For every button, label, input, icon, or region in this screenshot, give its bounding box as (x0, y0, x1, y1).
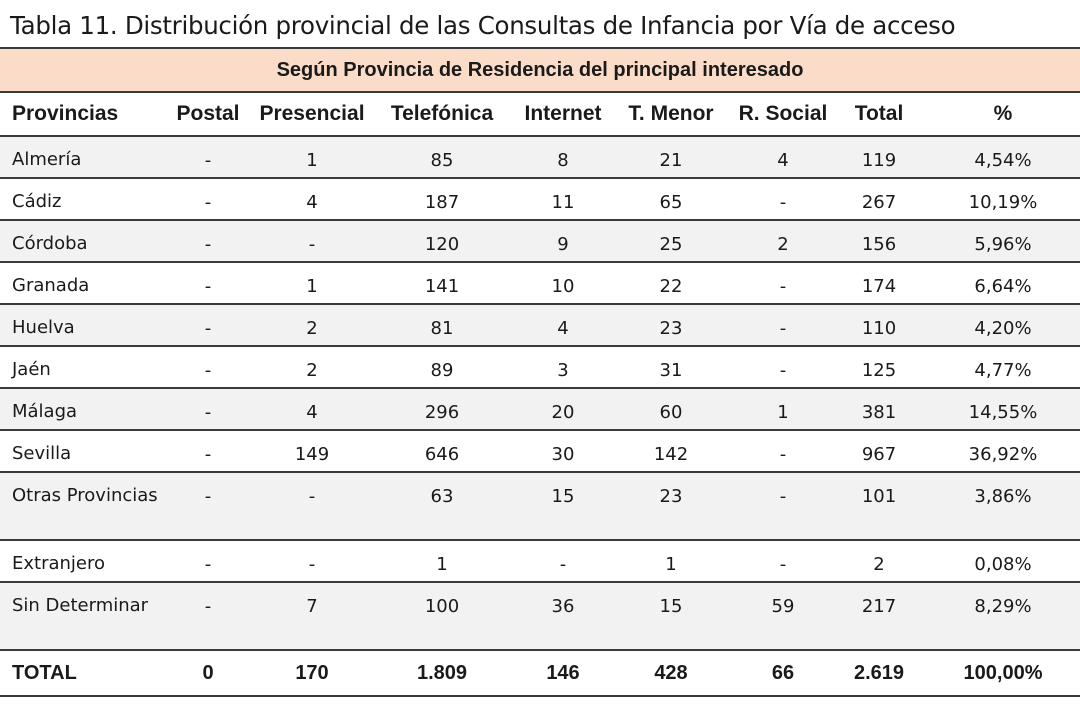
telefonica-cell: 85 (366, 136, 518, 178)
table-row (0, 304, 1080, 346)
total-cell: 217 (832, 582, 926, 650)
percent-cell: 6,64% (926, 262, 1080, 304)
col-header-presencial: Presencial (258, 93, 366, 136)
total-r-social: 66 (734, 650, 832, 696)
presencial-cell: - (258, 220, 366, 262)
r-social-cell: - (734, 430, 832, 472)
col-header-total: Total (832, 93, 926, 136)
total-label: TOTAL (0, 650, 158, 696)
col-header-t-menor: T. Menor (608, 93, 734, 136)
presencial-cell: 1 (258, 262, 366, 304)
t-menor-cell: 60 (608, 388, 734, 430)
presencial-cell: - (258, 472, 366, 540)
col-header-internet: Internet (518, 93, 608, 136)
total-cell: 381 (832, 388, 926, 430)
r-social-cell: - (734, 178, 832, 220)
province-cell: Sevilla (0, 430, 158, 472)
telefonica-cell: 81 (366, 304, 518, 346)
total-cell: 267 (832, 178, 926, 220)
total-cell: 119 (832, 136, 926, 178)
percent-cell: 36,92% (926, 430, 1080, 472)
t-menor-cell: 1 (608, 540, 734, 582)
col-header-provincias: Provincias (0, 93, 158, 136)
total-presencial: 170 (258, 650, 366, 696)
percent-cell: 5,96% (926, 220, 1080, 262)
province-cell: Málaga (0, 388, 158, 430)
province-cell: Extranjero (0, 540, 158, 582)
internet-cell: 9 (518, 220, 608, 262)
percent-cell: 14,55% (926, 388, 1080, 430)
presencial-cell: 2 (258, 346, 366, 388)
percent-cell: 8,29% (926, 582, 1080, 650)
province-cell: Huelva (0, 304, 158, 346)
telefonica-cell: 120 (366, 220, 518, 262)
internet-cell: 11 (518, 178, 608, 220)
percent-cell: 10,19% (926, 178, 1080, 220)
presencial-cell: 149 (258, 430, 366, 472)
table-row (0, 540, 1080, 582)
percent-cell: 4,54% (926, 136, 1080, 178)
total-cell: 156 (832, 220, 926, 262)
table-row (0, 262, 1080, 304)
t-menor-cell: 25 (608, 220, 734, 262)
telefonica-cell: 187 (366, 178, 518, 220)
col-header-postal: Postal (158, 93, 258, 136)
t-menor-cell: 142 (608, 430, 734, 472)
telefonica-cell: 141 (366, 262, 518, 304)
r-social-cell: - (734, 472, 832, 540)
table-row (0, 178, 1080, 220)
postal-cell: - (158, 220, 258, 262)
postal-cell: - (158, 472, 258, 540)
table-row (0, 582, 1080, 650)
telefonica-cell: 296 (366, 388, 518, 430)
r-social-cell: 1 (734, 388, 832, 430)
col-header-telefonica: Telefónica (366, 93, 518, 136)
telefonica-cell: 89 (366, 346, 518, 388)
telefonica-cell: 63 (366, 472, 518, 540)
telefonica-cell: 1 (366, 540, 518, 582)
r-social-cell: 2 (734, 220, 832, 262)
total-total: 2.619 (832, 650, 926, 696)
r-social-cell: - (734, 262, 832, 304)
distribution-table (0, 93, 1080, 697)
presencial-cell: - (258, 540, 366, 582)
province-cell: Granada (0, 262, 158, 304)
postal-cell: - (158, 304, 258, 346)
total-percent: 100,00% (926, 650, 1080, 696)
percent-cell: 0,08% (926, 540, 1080, 582)
r-social-cell: - (734, 346, 832, 388)
total-postal: 0 (158, 650, 258, 696)
t-menor-cell: 21 (608, 136, 734, 178)
total-cell: 967 (832, 430, 926, 472)
total-row (0, 650, 1080, 696)
presencial-cell: 4 (258, 178, 366, 220)
total-cell: 2 (832, 540, 926, 582)
province-cell: Sin Determinar (0, 582, 158, 650)
postal-cell: - (158, 178, 258, 220)
t-menor-cell: 65 (608, 178, 734, 220)
postal-cell: - (158, 346, 258, 388)
postal-cell: - (158, 136, 258, 178)
telefonica-cell: 100 (366, 582, 518, 650)
r-social-cell: 4 (734, 136, 832, 178)
col-header-percent: % (926, 93, 1080, 136)
percent-cell: 4,20% (926, 304, 1080, 346)
table-row (0, 388, 1080, 430)
province-cell: Almería (0, 136, 158, 178)
postal-cell: - (158, 582, 258, 650)
presencial-cell: 4 (258, 388, 366, 430)
total-cell: 110 (832, 304, 926, 346)
presencial-cell: 2 (258, 304, 366, 346)
total-internet: 146 (518, 650, 608, 696)
t-menor-cell: 15 (608, 582, 734, 650)
t-menor-cell: 22 (608, 262, 734, 304)
province-cell: Córdoba (0, 220, 158, 262)
percent-cell: 3,86% (926, 472, 1080, 540)
internet-cell: 3 (518, 346, 608, 388)
r-social-cell: 59 (734, 582, 832, 650)
internet-cell: 36 (518, 582, 608, 650)
table-subtitle-banner: Según Provincia de Residencia del principal interesado (0, 49, 1080, 93)
presencial-cell: 1 (258, 136, 366, 178)
total-cell: 125 (832, 346, 926, 388)
internet-cell: 15 (518, 472, 608, 540)
presencial-cell: 7 (258, 582, 366, 650)
internet-cell: 4 (518, 304, 608, 346)
total-cell: 101 (832, 472, 926, 540)
internet-cell: - (518, 540, 608, 582)
percent-cell: 4,77% (926, 346, 1080, 388)
internet-cell: 30 (518, 430, 608, 472)
table-title: Tabla 11. Distribución provincial de las Consultas de Infancia por Vía de acceso (0, 0, 1080, 49)
internet-cell: 8 (518, 136, 608, 178)
table-row (0, 346, 1080, 388)
table-row (0, 136, 1080, 178)
t-menor-cell: 31 (608, 346, 734, 388)
total-cell: 174 (832, 262, 926, 304)
postal-cell: - (158, 430, 258, 472)
postal-cell: - (158, 262, 258, 304)
header-row (0, 93, 1080, 136)
total-telefonica: 1.809 (366, 650, 518, 696)
internet-cell: 10 (518, 262, 608, 304)
col-header-r-social: R. Social (734, 93, 832, 136)
t-menor-cell: 23 (608, 304, 734, 346)
total-t-menor: 428 (608, 650, 734, 696)
postal-cell: - (158, 540, 258, 582)
telefonica-cell: 646 (366, 430, 518, 472)
table-row (0, 220, 1080, 262)
postal-cell: - (158, 388, 258, 430)
province-cell: Jaén (0, 346, 158, 388)
r-social-cell: - (734, 304, 832, 346)
table-row (0, 472, 1080, 540)
t-menor-cell: 23 (608, 472, 734, 540)
internet-cell: 20 (518, 388, 608, 430)
table-row (0, 430, 1080, 472)
r-social-cell: - (734, 540, 832, 582)
province-cell: Otras Provincias (0, 472, 158, 540)
province-cell: Cádiz (0, 178, 158, 220)
